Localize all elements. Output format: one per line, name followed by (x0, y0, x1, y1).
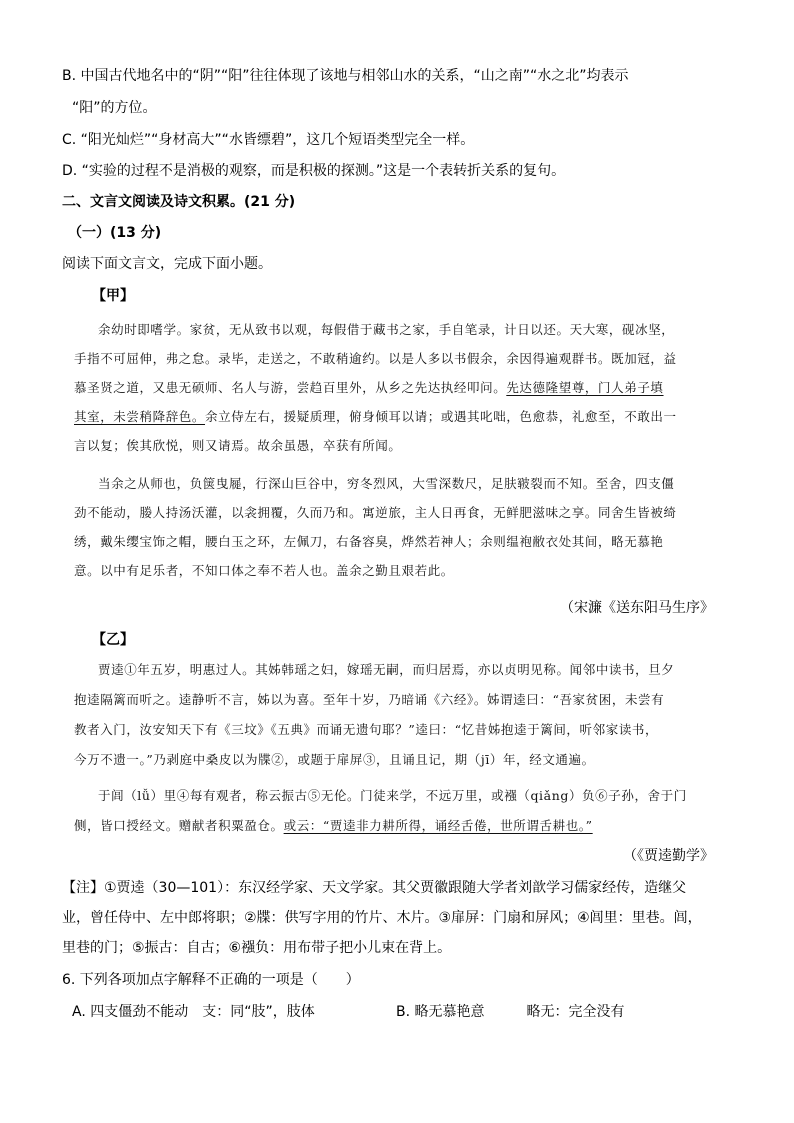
notes-line1: 【注】①贾逵（30—101）：东汉经学家、天文学家。其父贾徽跟随大学者刘歆学习儒家经传，造继父 (62, 880, 687, 896)
q6-stem: 6. 下列各项加点字解释不正确的一项是（ ） (62, 972, 360, 988)
yi-p1-line3: 教者入门，汝安知天下有《三坟》《五典》而诵无遗句耶？”逵曰：“忆昔姊抱逵于篱间，听邻家读书， (74, 722, 659, 737)
yi-p2-line2 (74, 816, 593, 836)
notes-line3: 里巷的门；⑤振古：自古；⑥襁负：用布带子把小儿束在背上。 (62, 940, 452, 956)
jia-p1-line2: 手指不可屈伸，弗之怠。录毕，走送之，不敢稍逾约。以是人多以书假余，余因得遍观群书。既加冠，益 (74, 351, 677, 366)
yi-p1-line2: 抱逵隔篱而听之。逵静听不言，姊以为喜。至年十岁，乃暗诵《六经》。姊谓逵曰：“吾家贫困，未尝有 (74, 692, 665, 707)
passage-yi-label: 【乙】 (92, 632, 134, 648)
section-title: 二、文言文阅读及诗文积累。(21 分) (62, 194, 296, 210)
yi-p2-line1: 于闾（lǚ）里④每有观者，称云振古⑤无伦。门徒来学，不远万里，或襁（qiǎng）负⑥子孙，舍于门 (98, 788, 687, 803)
subsection-title: （一）(13 分) (68, 225, 162, 241)
jia-p2-line2: 劲不能动，媵人持汤沃灌，以衾拥覆，久而乃和。寓逆旅，主人日再食，无鲜肥滋味之享。同舍生皆被绮 (74, 505, 677, 520)
passage-jia-label: 【甲】 (92, 288, 134, 304)
q5-option-b-line2: “阳”的方位。 (72, 100, 157, 116)
q5-option-c: C. “阳光灿烂”“身材高大”“水皆缥碧”，这几个短语类型完全一样。 (62, 132, 475, 148)
yi-source: （《贾逵勤学》 (623, 848, 714, 864)
jia-p1-line3-text: 慕圣贤之道，又患无硕师、名人与游，尝趋百里外，从乡之先达执经叩问。 (74, 380, 507, 395)
jia-p2-line1: 当余之从师也，负箧曳屣，行深山巨谷中，穷冬烈风，大雪深数尺，足肤皲裂而不知。至舍，四支僵 (98, 476, 675, 491)
yi-underlined-sentence: 或云：“贾逵非力耕所得，诵经舌倦，世所谓舌耕也。” (283, 818, 593, 833)
q6-option-b: B. 略无慕艳意 略无：完全没有 (396, 1004, 625, 1020)
jia-p2-line4: 意。以中有足乐者，不知口体之奉不若人也。盖余之勤且艰若此。 (74, 563, 454, 578)
q6-option-a: A. 四支僵劲不能动 支：同“肢”，肢体 (72, 1004, 315, 1020)
jia-p1-line1: 余幼时即嗜学。家贫，无从致书以观，每假借于藏书之家，手自笔录，计日以还。天大寒，砚冰坚， (98, 322, 675, 337)
jia-source: （宋濂《送东阳马生序》 (560, 600, 714, 616)
yi-p2-line2-text: 侧，皆口授经文。赠献者积粟盈仓。 (74, 818, 284, 833)
notes-line2: 业，曾任侍中、左中郎将职；②牒：供写字用的竹片、木片。③扉屏：门扇和屏风；④闾里：里巷。闾， (62, 910, 702, 926)
jia-p1-line5: 言以复；俟其欣悦，则又请焉。故余虽愚，卒获有所闻。 (74, 438, 402, 453)
jia-p1-line4-text: 余立侍左右，援疑质理，俯身倾耳以请；或遇其叱咄，色愈恭，礼愈至，不敢出一 (205, 409, 677, 424)
jia-p1-line3 (74, 378, 664, 398)
jia-underlined-sentence-a: 先达德隆望尊，门人弟子填 (506, 380, 664, 395)
jia-p1-line4 (74, 407, 677, 427)
jia-underlined-sentence-b: 其室，未尝稍降辞色。 (74, 409, 206, 424)
instruction: 阅读下面文言文，完成下面小题。 (62, 256, 272, 272)
q5-option-b-line1: B. 中国古代地名中的“阴”“阳”往往体现了该地与相邻山水的关系，“山之南”“水之北”均表示 (62, 68, 629, 84)
jia-p2-line3: 绣，戴朱缨宝饰之帽，腰白玉之环，左佩刀，右备容臭，烨然若神人；余则缊袍敝衣处其间，略无慕艳 (74, 534, 664, 549)
yi-p1-line1: 贾逵①年五岁，明惠过人。其姊韩瑶之妇，嫁瑶无嗣，而归居焉，亦以贞明见称。闻邻中读书，旦夕 (98, 662, 675, 677)
yi-p1-line4: 今万不遗一。”乃剥庭中桑皮以为牒②，或题于扉屏③，且诵且记，期（jī）年，经文通遍。 (74, 752, 595, 767)
q5-option-d: D. “实验的过程不是消极的观察，而是积极的探测。”这是一个表转折关系的复句。 (62, 163, 566, 179)
